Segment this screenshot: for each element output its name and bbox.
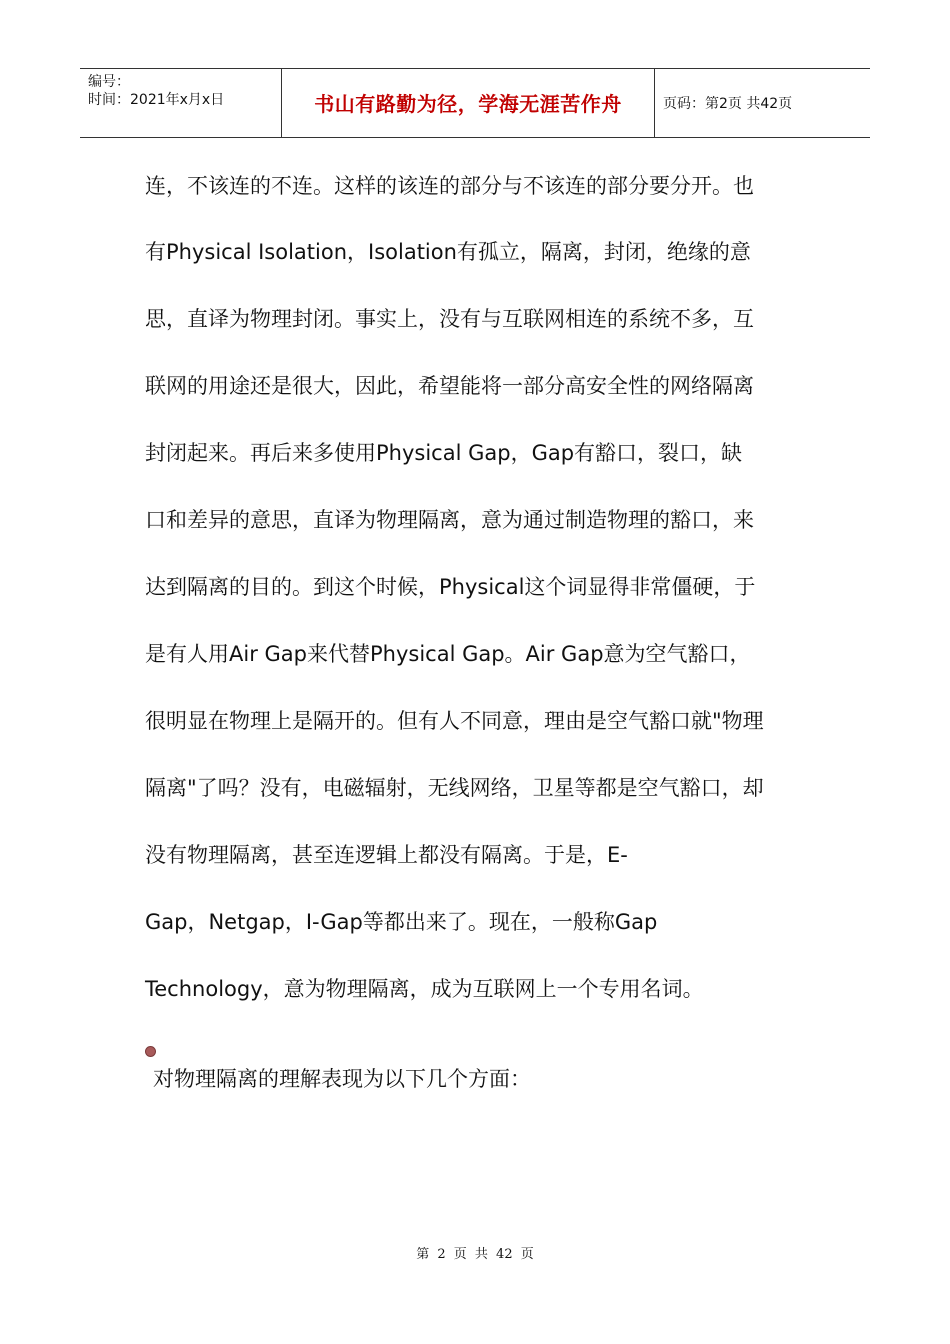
body-line: Technology，意为物理隔离，成为互联网上一个专用名词。 <box>145 977 704 1001</box>
body-line: 隔离"了吗？没有，电磁辐射，无线网络，卫星等都是空气豁口，却 <box>145 776 764 800</box>
number-label: 编号： <box>88 74 130 90</box>
body-line: 很明显在物理上是隔开的。但有人不同意，理由是空气豁口就"物理 <box>145 709 764 733</box>
body-line: 没有物理隔离，甚至连逻辑上都没有隔离。于是，E- <box>145 843 628 867</box>
body-line: 联网的用途还是很大，因此，希望能将一部分高安全性的网络隔离 <box>145 374 754 398</box>
body-line: 达到隔离的目的。到这个时候，Physical这个词显得非常僵硬，于 <box>145 575 756 599</box>
header-motto: 书山有路勤为径，学海无涯苦作舟 <box>314 92 622 116</box>
header-page-cell <box>655 69 870 137</box>
page-footer: 第 2 页 共 42 页 <box>416 1247 534 1262</box>
body-line: 口和差异的意思，直译为物理隔离，意为通过制造物理的豁口，来 <box>145 508 754 532</box>
body-line: 连，不该连的不连。这样的该连的部分与不该连的部分要分开。也 <box>145 174 754 198</box>
body-line: 封闭起来。再后来多使用Physical Gap，Gap有豁口，裂口，缺 <box>145 441 743 465</box>
header-page-info: 页码：第2页 共42页 <box>663 96 793 112</box>
header-motto-cell <box>282 69 655 137</box>
body-line: Gap，Netgap，I-Gap等都出来了。现在，一般称Gap <box>145 910 658 934</box>
body-line: 思，直译为物理封闭。事实上，没有与互联网相连的系统不多，互 <box>145 307 754 331</box>
date-label: 时间：2021年x月x日 <box>88 92 225 108</box>
bullet-icon <box>145 1046 156 1057</box>
document-header <box>80 68 870 138</box>
header-meta-cell <box>80 69 282 137</box>
bullet-text: 对物理隔离的理解表现为以下几个方面： <box>153 1067 531 1091</box>
body-line: 有Physical Isolation，Isolation有孤立，隔离，封闭，绝缘的意 <box>145 240 751 264</box>
body-line: 是有人用Air Gap来代替Physical Gap。Air Gap意为空气豁口， <box>145 642 751 666</box>
